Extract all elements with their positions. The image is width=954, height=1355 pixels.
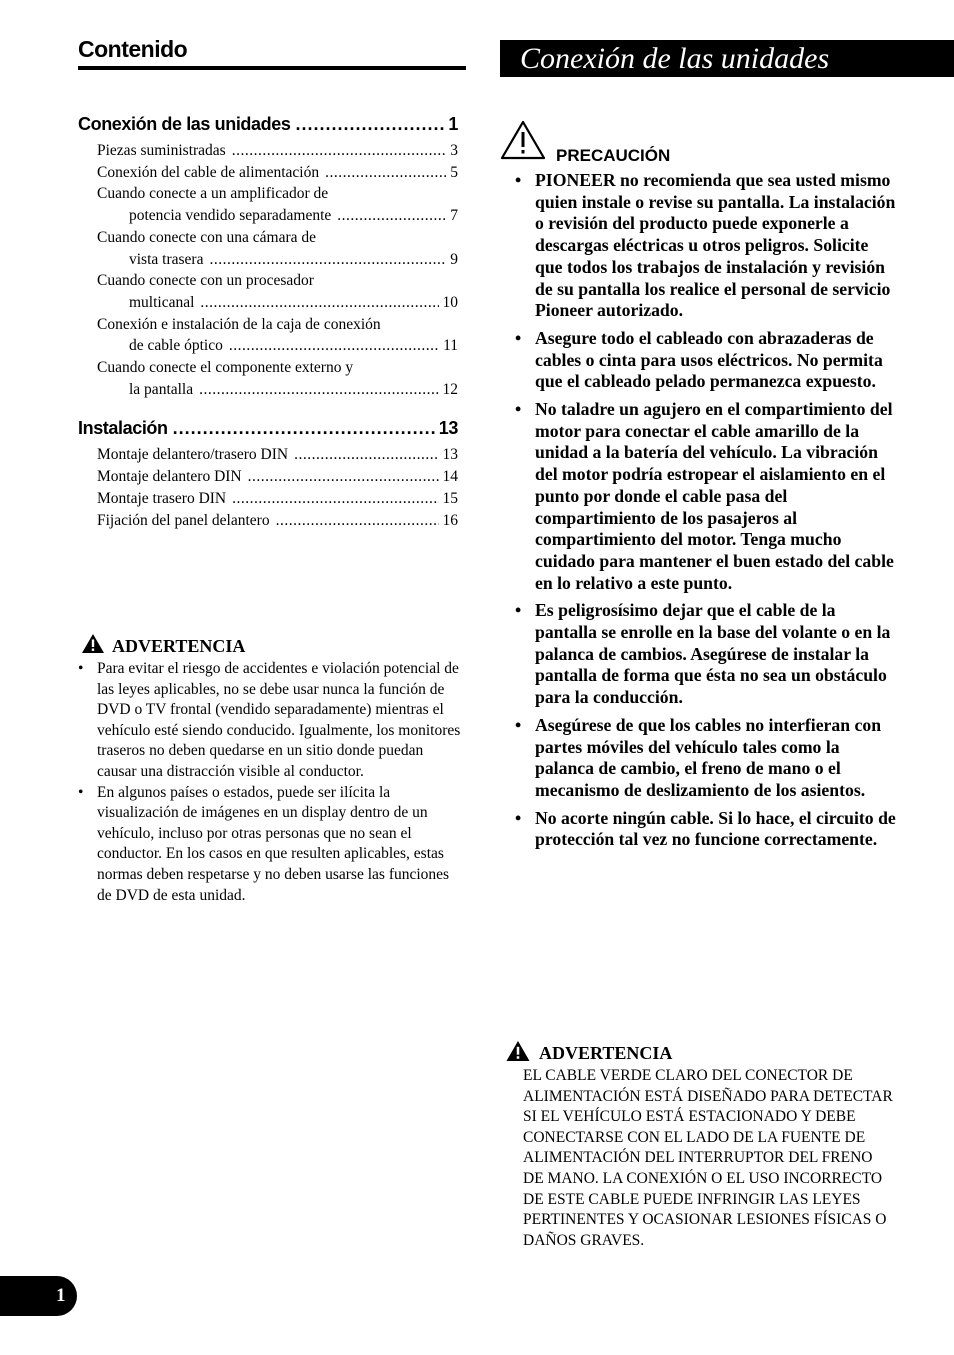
toc-subentry-page: 12 [442, 380, 458, 398]
toc-subentry[interactable] [97, 466, 458, 488]
leader-dots [248, 466, 439, 488]
toc-subentry-title: Conexión e instalación de la caja de conexión [97, 315, 381, 333]
toc-heading: Contenido [78, 34, 466, 70]
leader-dots [199, 379, 438, 401]
leader-dots [200, 292, 438, 314]
toc-subentry-page: 5 [450, 163, 458, 181]
warning-title [78, 633, 466, 659]
toc-section-conexion [78, 114, 466, 400]
leader-dots [295, 114, 445, 135]
warning-bullet: • En algunos países o estados, puede ser ilícita la visualización de imágenes en un display dentro de un vehículo, incluso por otras personas que no sean el conductor. En los casos en que resulten aplicables, estas normas deben respetarse y no deben usarse las funciones de DVD de esta unidad. [78, 783, 466, 907]
toc-entry[interactable] [78, 114, 458, 140]
caution-notice [500, 125, 900, 857]
toc-subentry-title-cont: la pantalla [129, 380, 194, 398]
table-of-contents [78, 34, 466, 531]
leader-dots [337, 205, 446, 227]
warning-notice-right [505, 1040, 905, 1251]
toc-subentry[interactable] [97, 357, 458, 400]
toc-subentry-title-cont: de cable óptico [129, 337, 223, 355]
toc-subentry-title-cont: potencia vendido separadamente [129, 207, 332, 225]
toc-subentry-title: Cuando conecte con una cámara de [97, 228, 317, 246]
toc-entry-page: 1 [448, 114, 458, 134]
toc-subentry-title: Montaje delantero DIN [97, 468, 242, 486]
caution-bullet: • PIONEER no recomienda que sea usted mismo quien instale o revise su pantalla. La instalación o revisión del producto puede exponerle a descargas eléctricas u otros peligros. Solicite que todos los trabajos de instalación y revisión de su pantalla los realice el personal de servicio Pioneer autorizado. [500, 170, 900, 322]
toc-subentry[interactable] [97, 227, 458, 270]
toc-subentry-title: Conexión del cable de alimentación [97, 163, 320, 181]
toc-subentry-page: 7 [450, 207, 458, 225]
toc-subentry-title: Montaje delantero/trasero DIN [97, 446, 289, 464]
toc-subentry-title: Fijación del panel delantero [97, 511, 270, 529]
toc-subentry-page: 15 [442, 489, 458, 507]
toc-subentry-title: Piezas suministradas [97, 142, 226, 159]
page-number-tab [0, 1276, 77, 1316]
caution-bullet-list [500, 170, 900, 851]
leader-dots [232, 140, 447, 162]
leader-dots [325, 162, 446, 184]
toc-subentry[interactable] [97, 140, 458, 162]
caution-bullet: • No acorte ningún cable. Si lo hace, el circuito de protección tal vez no funcione correctamente. [500, 808, 900, 851]
toc-section-instalacion [78, 418, 466, 531]
caution-title [500, 125, 900, 165]
toc-subentry[interactable] [97, 444, 458, 466]
toc-subentry[interactable] [97, 314, 458, 357]
toc-subentries [97, 444, 458, 531]
warning-bullet: • Para evitar el riesgo de accidentes e violación potencial de las leyes aplicables, no se debe usar nunca la función de DVD o TV frontal (vendido separadamente) mientras el vehículo esté siendo conducido. Igualmente, los monitores traseros no deben quedarse en un sitio donde puedan causar una distracción visible al conductor. [78, 659, 466, 783]
warning-title [505, 1040, 905, 1066]
caution-triangle-icon [500, 120, 546, 165]
caution-bullet: • Es peligrosísimo dejar que el cable de la pantalla se enrolle en la base del volante o en la palanca de cambios. Asegúrese de instalar la pantalla de forma que ésta no sea un obstáculo para la conducción. [500, 600, 900, 709]
toc-subentry-title-cont: multicanal [129, 293, 195, 311]
warning-title-text: ADVERTENCIA [112, 635, 246, 656]
toc-subentry-page: 16 [442, 511, 458, 529]
right-column [500, 40, 954, 77]
caution-title-text: PRECAUCIÓN [556, 146, 671, 165]
caution-bullet: • Asegúrese de que los cables no interfieran con partes móviles del vehículo tales como la palanca de cambio, el freno de mano o el mecanismo de deslizamiento de los asientos. [500, 715, 900, 802]
toc-subentry[interactable] [97, 183, 458, 226]
toc-subentry-title: Cuando conecte a un amplificador de [97, 185, 329, 203]
toc-subentry-page: 9 [450, 250, 458, 268]
leader-dots [209, 249, 446, 271]
warning-triangle-icon [81, 633, 105, 659]
section-title-banner: Conexión de las unidades [500, 40, 954, 77]
toc-subentry[interactable] [97, 162, 458, 184]
leader-dots [173, 418, 436, 439]
toc-subentry[interactable] [97, 488, 458, 510]
warning-triangle-icon [505, 1040, 531, 1067]
leader-dots [229, 335, 439, 357]
toc-subentry-page: 3 [450, 142, 458, 159]
toc-subentry-title: Cuando conecte con un procesador [97, 272, 314, 290]
page-number: 1 [56, 1285, 66, 1306]
toc-subentry-title: Cuando conecte el componente externo y [97, 359, 354, 377]
leader-dots [232, 488, 438, 510]
leader-dots [294, 444, 438, 466]
toc-subentry-page: 11 [443, 337, 458, 355]
toc-entry-title: Instalación [78, 418, 168, 439]
caution-bullet: • No taladre un agujero en el compartimiento del motor para conectar el cable amarillo de la unidad a la batería del vehículo. La vibración del motor podría estropear el aislamiento en el punto por donde el cable pasa del compartimiento de los pasajeros al compartimiento del motor. Tenga mucho cuidado para mantener el buen estado del cable en lo relativo a este punto. [500, 399, 900, 594]
warning-bullet-list [78, 659, 466, 906]
toc-subentry-title: Montaje trasero DIN [97, 489, 227, 507]
toc-subentry-title-cont: vista trasera [129, 250, 204, 268]
toc-subentry[interactable] [97, 510, 458, 532]
toc-entry[interactable] [78, 418, 458, 444]
toc-subentries [97, 140, 458, 400]
warning-body-text: EL CABLE VERDE CLARO DEL CONECTOR DE ALIMENTACIÓN ESTÁ DISEÑADO PARA DETECTAR SI EL VEHÍCULO ESTÁ ESTACIONADO Y DEBE CONECTARSE CON EL LADO DE LA FUENTE DE ALIMENTACIÓN DEL INTERRUPTOR DEL FRENO DE MANO. LA CONEXIÓN O EL USO INCORRECTO DE ESTE CABLE PUEDE INFRINGIR LAS LEYES PERTINENTES Y OCASIONAR LESIONES FÍSICAS O DAÑOS GRAVES. [523, 1067, 893, 1249]
toc-subentry-page: 10 [442, 293, 458, 311]
toc-subentry-page: 13 [442, 446, 458, 464]
toc-subentry-page: 14 [442, 468, 458, 486]
toc-entry-title: Conexión de las unidades [78, 114, 291, 134]
warning-notice-left [78, 633, 466, 906]
leader-dots [276, 510, 439, 532]
caution-bullet: • Asegure todo el cableado con abrazaderas de cables o cinta para usos eléctricos. No permita que el cableado pelado permanezca expuesto. [500, 328, 900, 393]
toc-subentry[interactable] [97, 270, 458, 313]
toc-entry-page: 13 [438, 418, 458, 439]
warning-title-text: ADVERTENCIA [539, 1042, 673, 1063]
